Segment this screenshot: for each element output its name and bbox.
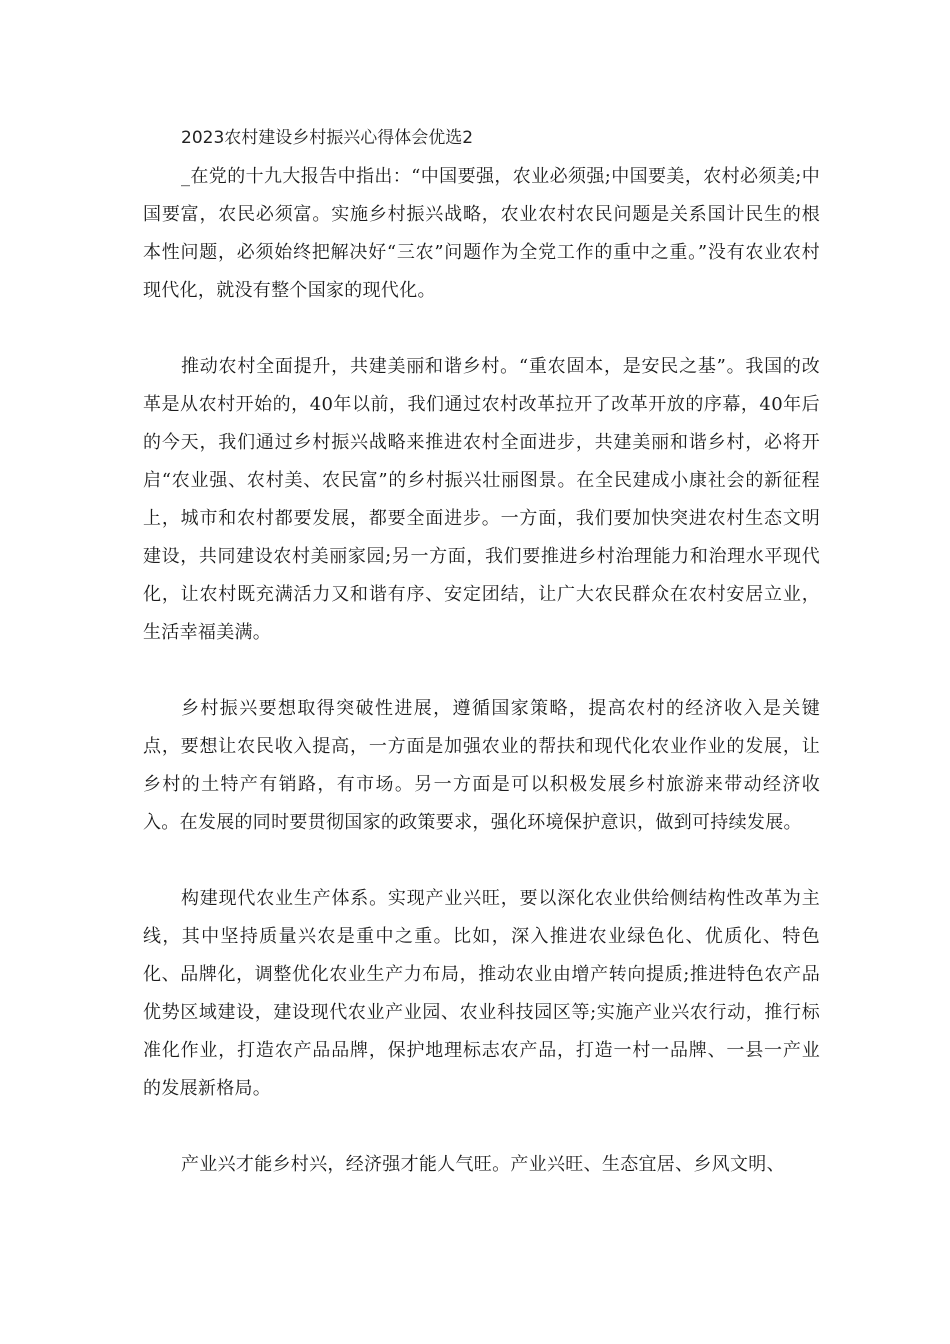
paragraph-1: _在党的十九大报告中指出：“中国要强，农业必须强;中国要美，农村必须美;中国要富，农民必须富。实施乡村振兴战略，农业农村农民问题是关系国计民生的根本性问题，必须始终把解决好“三农”问题作为全党工作的重中之重。”没有农业农村现代化，就没有整个国家的现代化。 (143, 166, 820, 301)
paragraph-4: 构建现代农业生产体系。实现产业兴旺，要以深化农业供给侧结构性改革为主线，其中坚持质量兴农是重中之重。比如，深入推进农业绿色化、优质化、特色化、品牌化，调整优化农业生产力布局，推动农业由增产转向提质;推进特色农产品优势区域建设，建设现代农业产业园、农业科技园区等;实施产业兴农行动，推行标准化作业，打造农产品品牌，保护地理标志农产品，打造一村一品牌、一县一产业的发展新格局。 (143, 888, 820, 1099)
paragraph-5: 产业兴才能乡村兴，经济强才能人气旺。产业兴旺、生态宜居、乡风文明、 (181, 1154, 785, 1175)
paragraph-2: 推动农村全面提升，共建美丽和谐乡村。“重农固本，是安民之基”。我国的改革是从农村开始的，40年以前，我们通过农村改革拉开了改革开放的序幕，40年后的今天，我们通过乡村振兴战略来推进农村全面进步，共建美丽和谐乡村，必将开启“农业强、农村美、农民富”的乡村振兴壮丽图景。在全民建成小康社会的新征程上，城市和农村都要发展，都要全面进步。一方面，我们要加快突进农村生态文明建设，共同建设农村美丽家园;另一方面，我们要推进乡村治理能力和治理水平现代化，让农村既充满活力又和谐有序、安定团结，让广大农民群众在农村安居立业，生活幸福美满。 (143, 356, 820, 643)
document-body (143, 118, 820, 1222)
document-title: 2023农村建设乡村振兴心得体会优选2 (181, 128, 474, 148)
paragraph-3: 乡村振兴要想取得突破性进展，遵循国家策略，提高农村的经济收入是关键点，要想让农民收入提高，一方面是加强农业的帮扶和现代化农业作业的发展，让乡村的土特产有销路，有市场。另一方面是可以积极发展乡村旅游来带动经济收入。在发展的同时要贯彻国家的政策要求，强化环境保护意识，做到可持续发展。 (143, 698, 820, 833)
